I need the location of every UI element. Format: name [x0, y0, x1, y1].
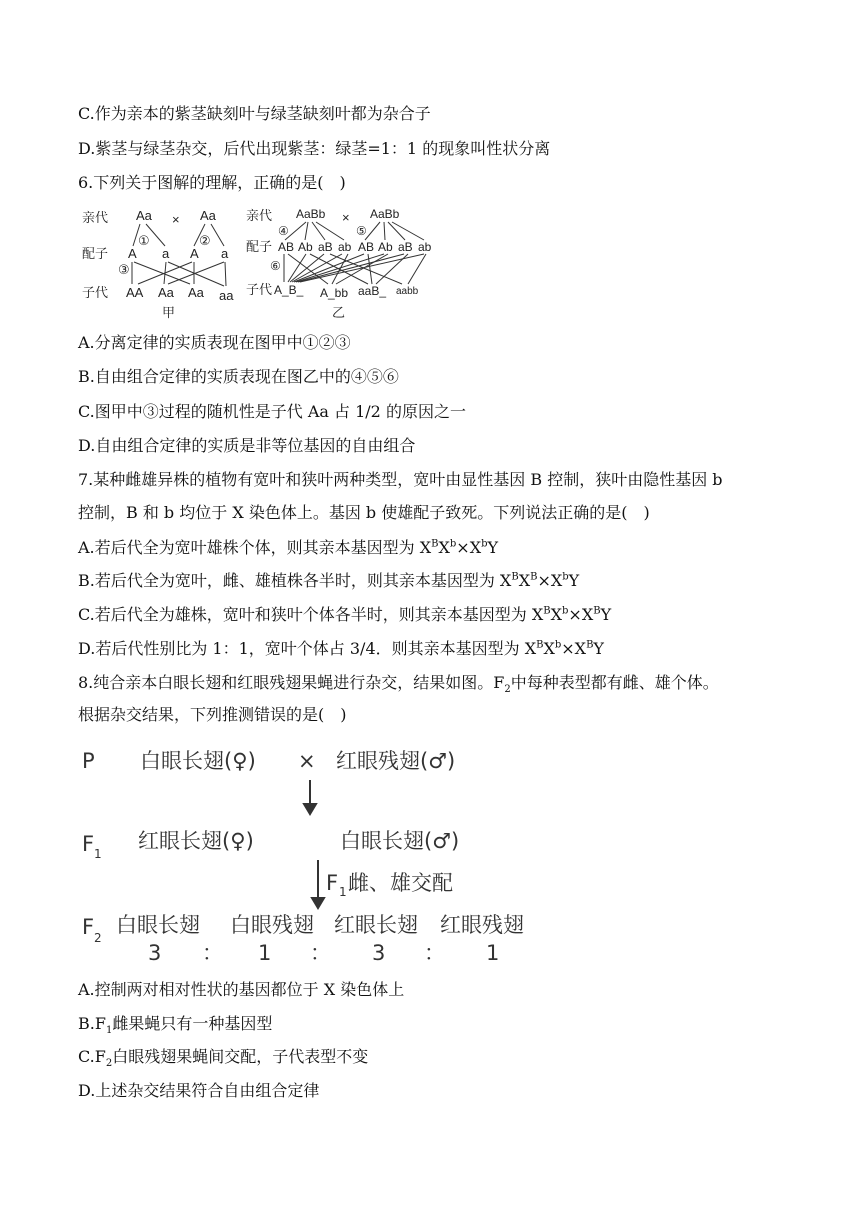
p-generation-label: P: [82, 749, 95, 773]
opt-text: C.若后代全为雄株，宽叶和狭叶个体各半时，则其亲本基因型为 X: [78, 605, 544, 624]
f1-cross-text: 雌、雄交配: [348, 871, 453, 895]
arrow-down-icon: [312, 898, 324, 908]
fig-a-caption: 甲: [162, 305, 176, 320]
q8-cross-diagram: [78, 738, 538, 968]
allele-sup: b: [449, 538, 457, 550]
opt-text: X: [550, 605, 562, 624]
allele-sup: b: [554, 639, 562, 651]
allele-sup: B: [530, 571, 538, 583]
figure-a: [82, 208, 234, 320]
q7-stem-line1: 7.某种雌雄异株的植物有宽叶和狭叶两种类型，宽叶由显性基因 B 控制，狭叶由隐性基因 b: [78, 470, 723, 489]
fig-b-offspring-4: aabb: [396, 286, 419, 297]
fig-a-offspring-4: aa: [219, 288, 234, 303]
ratio-sep-1: ：: [202, 941, 223, 965]
fig-a-parent2: Aa: [200, 208, 216, 223]
opt-text: Y: [568, 571, 580, 590]
q6-option-c: C.图甲中③过程的随机性是子代 Aa 占 1/2 的原因之一: [78, 402, 466, 421]
fig-a-gamete-2: a: [162, 246, 170, 261]
fig-b-cross: ×: [342, 210, 350, 225]
arrow-down-icon: [304, 804, 316, 814]
allele-sup: B: [431, 538, 439, 550]
fig-b-gamete-1: AB: [278, 240, 295, 254]
q8-stem-line1: [78, 673, 719, 696]
fig-a-gamete-4: a: [221, 246, 229, 261]
fig-b-offspring-1: A_B_: [274, 283, 304, 297]
allele-sup: b: [481, 538, 488, 550]
fig-b-gamete-label: 配子: [246, 239, 273, 254]
opt-text: ×X: [456, 538, 482, 557]
figure-b: [246, 207, 432, 320]
f2-phenotype-4: 红眼残翅: [440, 913, 524, 937]
q5-option-d: D.紫茎与绿茎杂交，后代出现紫茎：绿茎=1：1 的现象叫性状分离: [78, 139, 551, 158]
generation-sub: 2: [105, 1058, 113, 1070]
opt-text: Y: [593, 639, 604, 658]
q6-figure: [78, 204, 438, 322]
allele-sup: B: [536, 639, 544, 651]
q5-option-c: C.作为亲本的紫茎缺刻叶与绿茎缺刻叶都为杂合子: [78, 104, 431, 123]
fig-a-parent-label: 亲代: [82, 210, 109, 225]
fig-a-gamete-1: A: [128, 246, 137, 261]
opt-text: X: [438, 538, 450, 557]
opt-text: Y: [487, 538, 499, 557]
fig-a-circ2: ②: [199, 233, 211, 248]
fig-a-circ3: ③: [118, 262, 130, 277]
fig-a-circ1: ①: [138, 233, 150, 248]
fig-a-offspring-3: Aa: [188, 285, 204, 300]
p-female: 白眼长翅(♀): [140, 749, 256, 773]
f2-phenotype-1: 白眼长翅: [116, 913, 200, 937]
opt-text: D.若后代性别比为 1：1，宽叶个体占 3/4．则其亲本基因型为 X: [78, 639, 537, 658]
opt-text: B.若后代全为宽叶，雌、雄植株各半时，则其亲本基因型为 X: [78, 571, 512, 590]
f2-phenotype-2: 白眼残翅: [230, 913, 314, 937]
q8-option-b: [78, 1014, 273, 1037]
opt-text: Y: [600, 605, 612, 624]
f1-female: 红眼长翅(♀): [138, 829, 254, 853]
q7-option-b: [78, 571, 579, 591]
opt-text: ×X: [568, 605, 594, 624]
fig-a-parent1: Aa: [136, 208, 152, 223]
f1-label: F: [82, 832, 95, 856]
f2-label: F: [82, 915, 95, 939]
generation-sub: 2: [504, 684, 511, 696]
fig-b-circ6: ⑥: [270, 259, 281, 273]
q8-stem-line2: 根据杂交结果，下列推测错误的是( ): [78, 705, 347, 724]
q7-stem-line2: 控制，B 和 b 均位于 X 染色体上。基因 b 使雄配子致死。下列说法正确的是( ): [78, 503, 650, 522]
f1-cross-label: F: [326, 871, 339, 895]
opt-text: 雌果蝇只有一种基因型: [112, 1014, 273, 1033]
fig-a-gamete-3: A: [190, 246, 199, 261]
q6-option-b: B.自由组合定律的实质表现在图乙中的④⑤⑥: [78, 367, 399, 386]
ratio-3: 3: [372, 941, 386, 965]
fig-a-offspring-1: AA: [126, 285, 144, 300]
f2-label-sub: 2: [94, 931, 102, 945]
f1-male: 白眼长翅(♂): [340, 829, 460, 853]
opt-text: 白眼残翅果蝇间交配，子代表型不变: [112, 1047, 369, 1066]
f1-cross-label-sub: 1: [339, 885, 347, 899]
q8-option-d: D.上述杂交结果符合自由组合定律: [78, 1081, 320, 1100]
fig-a-cross: ×: [172, 212, 180, 227]
opt-text: X: [518, 571, 531, 590]
opt-text: A.若后代全为宽叶雄株个体，则其亲本基因型为 X: [78, 538, 432, 557]
q6-option-d: D.自由组合定律的实质是非等位基因的自由组合: [78, 436, 416, 455]
allele-sup: b: [562, 571, 569, 583]
q7-option-c: [78, 605, 611, 625]
opt-text: B.F: [78, 1014, 106, 1033]
ratio-4: 1: [486, 941, 500, 965]
fig-b-offspring-2: A_bb: [320, 286, 349, 300]
allele-sup: b: [562, 605, 569, 617]
q8-option-a: A.控制两对相对性状的基因都位于 X 染色体上: [78, 980, 405, 999]
allele-sup: B: [593, 605, 601, 617]
q8-option-c: [78, 1047, 369, 1070]
fig-b-offspring-label: 子代: [246, 282, 273, 297]
q6-option-a: A.分离定律的实质表现在图甲中①②③: [78, 333, 351, 352]
generation-sub: 1: [105, 1025, 113, 1037]
fig-b-gamete-5: AB: [358, 240, 375, 254]
fig-b-gamete-3: aB: [318, 240, 333, 254]
f1-label-sub: 1: [94, 847, 102, 861]
fig-a-offspring-label: 子代: [82, 285, 109, 300]
opt-text: ×X: [537, 571, 563, 590]
p-male: 红眼残翅(♂): [336, 749, 456, 773]
fig-b-gamete-4: ab: [338, 240, 352, 254]
fig-b-parent1: AaBb: [296, 207, 326, 221]
fig-b-gamete-6: Ab: [378, 240, 393, 254]
stem-text: 8.纯合亲本白眼长翅和红眼残翅果蝇进行杂交，结果如图。F: [78, 673, 505, 692]
fig-a-offspring-2: Aa: [158, 285, 174, 300]
ratio-sep-3: ：: [424, 941, 445, 965]
opt-text: ×X: [561, 639, 587, 658]
allele-sup: B: [511, 571, 519, 583]
stem-text: 中每种表型都有雌、雄个体。: [510, 673, 719, 692]
fig-b-offspring-3: aaB_: [358, 284, 387, 298]
fig-b-gamete-2: Ab: [298, 240, 313, 254]
fig-b-gamete-7: aB: [398, 240, 413, 254]
fig-b-parent2: AaBb: [370, 207, 400, 221]
fig-b-circ5: ⑤: [356, 224, 367, 238]
q6-stem: 6.下列关于图解的理解，正确的是( ): [78, 173, 346, 192]
fig-b-caption: 乙: [332, 305, 346, 320]
allele-sup: B: [586, 639, 594, 651]
ratio-1: 3: [148, 941, 162, 965]
q7-option-d: [78, 639, 604, 659]
f2-phenotype-3: 红眼长翅: [334, 913, 418, 937]
allele-sup: B: [543, 605, 551, 617]
fig-b-parent-label: 亲代: [246, 208, 273, 223]
fig-a-gamete-label: 配子: [82, 246, 109, 261]
cross-arrows: [304, 780, 324, 908]
fig-b-gamete-8: ab: [418, 240, 432, 254]
q7-option-a: [78, 538, 498, 558]
opt-text: C.F: [78, 1047, 106, 1066]
ratio-sep-2: ：: [310, 941, 331, 965]
opt-text: X: [543, 639, 555, 658]
p-cross: ×: [298, 749, 316, 773]
ratio-2: 1: [258, 941, 272, 965]
fig-b-circ4: ④: [278, 224, 289, 238]
